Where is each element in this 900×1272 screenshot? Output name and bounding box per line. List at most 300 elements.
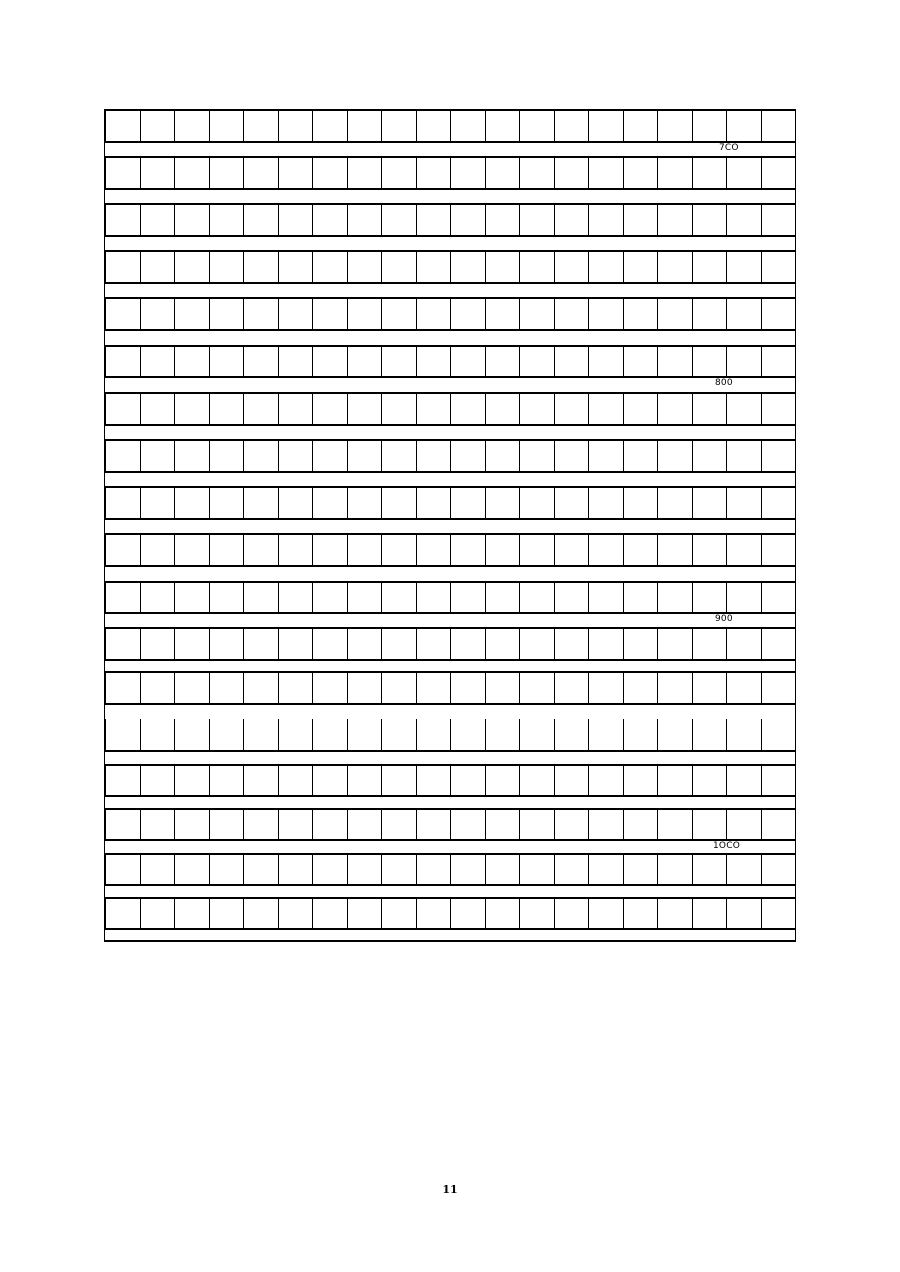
grid-cell — [244, 158, 279, 188]
row-spacer — [104, 703, 796, 719]
grid-cell — [727, 299, 762, 329]
grid-cell — [555, 488, 590, 518]
grid-cell — [244, 488, 279, 518]
grid-cell — [141, 252, 176, 282]
grid-cell — [520, 629, 555, 659]
grid-cell — [244, 205, 279, 235]
grid-cell — [244, 629, 279, 659]
grid-cell — [141, 719, 176, 750]
grid-cell — [417, 488, 452, 518]
grid-row — [104, 345, 796, 378]
grid-cell — [417, 205, 452, 235]
grid-cell — [382, 111, 417, 141]
grid-cell — [417, 158, 452, 188]
grid-cell — [141, 441, 176, 471]
grid-cell — [451, 299, 486, 329]
grid-cell — [141, 205, 176, 235]
grid-cell — [762, 488, 797, 518]
grid-cell — [106, 252, 141, 282]
grid-cell — [106, 673, 141, 703]
grid-row — [104, 853, 796, 886]
grid-cell — [693, 583, 728, 612]
grid-cell — [658, 441, 693, 471]
grid-cell — [658, 488, 693, 518]
grid-cell — [762, 719, 797, 750]
grid-cell — [175, 855, 210, 884]
grid-cell — [175, 810, 210, 839]
grid-cell — [244, 299, 279, 329]
grid-cell — [658, 299, 693, 329]
grid-cell — [451, 899, 486, 928]
grid-row — [104, 109, 796, 143]
grid-cell — [279, 111, 314, 141]
grid-cell — [451, 488, 486, 518]
grid-cell — [762, 347, 797, 376]
row-spacer — [104, 235, 796, 250]
grid-cell — [589, 855, 624, 884]
grid-cell — [555, 583, 590, 612]
grid-cell — [658, 583, 693, 612]
grid-cell — [693, 205, 728, 235]
grid-cell — [727, 488, 762, 518]
grid-cell — [244, 810, 279, 839]
grid-cell — [555, 899, 590, 928]
grid-cell — [210, 583, 245, 612]
grid-cell — [210, 488, 245, 518]
grid-cell — [175, 899, 210, 928]
grid-cell — [141, 810, 176, 839]
grid-cell — [762, 673, 797, 703]
grid-cell — [348, 629, 383, 659]
grid-cell — [313, 299, 348, 329]
grid-cell — [555, 629, 590, 659]
grid-cell — [382, 299, 417, 329]
grid-cell — [520, 855, 555, 884]
grid-cell — [693, 111, 728, 141]
grid-cell — [520, 394, 555, 424]
grid-cell — [279, 810, 314, 839]
grid-cell — [451, 252, 486, 282]
grid-cell — [693, 629, 728, 659]
grid-cell — [762, 810, 797, 839]
grid-cell — [451, 535, 486, 565]
grid-cell — [589, 899, 624, 928]
grid-cell — [175, 394, 210, 424]
grid-cell — [106, 899, 141, 928]
grid-cell — [589, 158, 624, 188]
grid-cell — [348, 855, 383, 884]
grid-cell — [451, 719, 486, 750]
grid-cell — [279, 158, 314, 188]
grid-cell — [382, 810, 417, 839]
grid-cell — [348, 205, 383, 235]
grid-cell — [520, 766, 555, 795]
grid-cell — [382, 719, 417, 750]
grid-cell — [624, 855, 659, 884]
grid-cell — [520, 719, 555, 750]
grid-cell — [727, 535, 762, 565]
grid-cell — [555, 111, 590, 141]
grid-cell — [693, 299, 728, 329]
grid-cell — [141, 347, 176, 376]
grid-cell — [555, 158, 590, 188]
grid-cell — [520, 899, 555, 928]
grid-cell — [486, 394, 521, 424]
grid-cell — [624, 299, 659, 329]
grid-cell — [417, 394, 452, 424]
grid-cell — [348, 299, 383, 329]
grid-cell — [382, 583, 417, 612]
grid-cell — [382, 252, 417, 282]
grid-cell — [106, 347, 141, 376]
row-spacer — [104, 612, 796, 627]
grid-cell — [658, 766, 693, 795]
grid-cell — [520, 535, 555, 565]
grid-cell — [589, 766, 624, 795]
grid-cell — [210, 719, 245, 750]
grid-cell — [451, 205, 486, 235]
grid-cell — [313, 158, 348, 188]
grid-cell — [451, 347, 486, 376]
grid-row — [104, 764, 796, 797]
grid-cell — [451, 673, 486, 703]
grid-cell — [279, 673, 314, 703]
grid-cell — [382, 205, 417, 235]
grid-cell — [451, 855, 486, 884]
grid-cell — [210, 810, 245, 839]
grid-cell — [313, 488, 348, 518]
grid-cell — [624, 629, 659, 659]
grid-cell — [417, 810, 452, 839]
grid-cell — [589, 111, 624, 141]
grid-cell — [279, 205, 314, 235]
grid-cell — [486, 583, 521, 612]
grid-cell — [451, 629, 486, 659]
grid-cell — [417, 766, 452, 795]
grid-cell — [279, 488, 314, 518]
grid-cell — [451, 394, 486, 424]
grid-cell — [658, 252, 693, 282]
grid-cell — [486, 810, 521, 839]
grid-cell — [348, 583, 383, 612]
grid-row — [104, 581, 796, 614]
grid-cell — [279, 766, 314, 795]
grid-cell — [658, 158, 693, 188]
grid-cell — [210, 252, 245, 282]
grid-cell — [210, 441, 245, 471]
grid-cell — [486, 347, 521, 376]
grid-cell — [175, 252, 210, 282]
grid-cell — [141, 535, 176, 565]
grid-cell — [589, 299, 624, 329]
grid-cell — [417, 629, 452, 659]
row-spacer — [104, 282, 796, 297]
grid-cell — [348, 441, 383, 471]
grid-cell — [348, 252, 383, 282]
grid-cell — [762, 299, 797, 329]
grid-cell — [486, 855, 521, 884]
grid-cell — [658, 111, 693, 141]
grid-cell — [175, 629, 210, 659]
grid-cell — [589, 488, 624, 518]
grid-cell — [348, 394, 383, 424]
grid-cell — [762, 629, 797, 659]
grid-cell — [106, 855, 141, 884]
grid-cell — [417, 299, 452, 329]
grid-cell — [624, 441, 659, 471]
grid-cell — [727, 158, 762, 188]
grid-cell — [451, 583, 486, 612]
grid-cell — [727, 673, 762, 703]
grid-cell — [589, 583, 624, 612]
grid-cell — [175, 111, 210, 141]
grid-cell — [693, 810, 728, 839]
grid-cell — [589, 629, 624, 659]
grid-cell — [624, 719, 659, 750]
row-spacer — [104, 750, 796, 764]
grid-cell — [313, 111, 348, 141]
grid-cell — [175, 719, 210, 750]
grid-cell — [313, 719, 348, 750]
grid-cell — [348, 766, 383, 795]
grid-cell — [727, 719, 762, 750]
grid-cell — [589, 441, 624, 471]
grid-cell — [210, 673, 245, 703]
grid-cell — [520, 158, 555, 188]
grid-cell — [520, 810, 555, 839]
grid-cell — [141, 766, 176, 795]
grid-cell — [417, 583, 452, 612]
grid-cell — [279, 899, 314, 928]
grid-cell — [520, 299, 555, 329]
grid-cell — [175, 673, 210, 703]
grid-cell — [348, 673, 383, 703]
grid-cell — [762, 583, 797, 612]
grid-row — [104, 439, 796, 473]
row-spacer — [104, 471, 796, 486]
grid-row — [104, 533, 796, 567]
grid-cell — [313, 673, 348, 703]
grid-cell — [727, 111, 762, 141]
grid-cell — [762, 441, 797, 471]
grid-cell — [244, 719, 279, 750]
grid-cell — [624, 158, 659, 188]
grid-cell — [486, 441, 521, 471]
grid-cell — [762, 158, 797, 188]
grid-cell — [175, 583, 210, 612]
grid-cell — [693, 252, 728, 282]
grid-cell — [727, 629, 762, 659]
grid-cell — [520, 205, 555, 235]
grid-cell — [106, 719, 141, 750]
grid-row — [104, 719, 796, 752]
grid-cell — [313, 535, 348, 565]
grid-cell — [141, 629, 176, 659]
grid-cell — [279, 347, 314, 376]
grid-cell — [348, 347, 383, 376]
grid-cell — [279, 252, 314, 282]
grid-cell — [624, 535, 659, 565]
grid-cell — [210, 766, 245, 795]
grid-cell — [210, 899, 245, 928]
grid-cell — [244, 673, 279, 703]
grid-cell — [106, 205, 141, 235]
grid-cell — [555, 673, 590, 703]
grid-cell — [175, 299, 210, 329]
grid-cell — [313, 252, 348, 282]
grid-cell — [417, 855, 452, 884]
grid-cell — [417, 252, 452, 282]
character-count-marker: 7CO — [719, 143, 739, 153]
grid-cell — [624, 488, 659, 518]
grid-cell — [106, 535, 141, 565]
grid-cell — [658, 899, 693, 928]
grid-cell — [175, 205, 210, 235]
grid-cell — [279, 855, 314, 884]
grid-cell — [624, 347, 659, 376]
grid-cell — [624, 766, 659, 795]
grid-cell — [555, 855, 590, 884]
grid-cell — [624, 899, 659, 928]
grid-cell — [693, 394, 728, 424]
grid-cell — [589, 535, 624, 565]
grid-cell — [210, 535, 245, 565]
row-spacer — [104, 839, 796, 853]
grid-cell — [175, 535, 210, 565]
grid-cell — [555, 719, 590, 750]
grid-cell — [279, 441, 314, 471]
grid-cell — [417, 535, 452, 565]
row-spacer — [104, 928, 796, 942]
grid-cell — [313, 441, 348, 471]
grid-cell — [382, 766, 417, 795]
grid-cell — [520, 673, 555, 703]
grid-cell — [210, 394, 245, 424]
grid-cell — [279, 629, 314, 659]
grid-cell — [486, 766, 521, 795]
grid-cell — [313, 347, 348, 376]
grid-cell — [624, 252, 659, 282]
grid-cell — [417, 719, 452, 750]
grid-cell — [624, 810, 659, 839]
grid-cell — [693, 347, 728, 376]
grid-cell — [555, 347, 590, 376]
grid-cell — [624, 205, 659, 235]
grid-cell — [693, 719, 728, 750]
grid-cell — [555, 299, 590, 329]
grid-cell — [727, 252, 762, 282]
grid-cell — [106, 441, 141, 471]
grid-cell — [141, 583, 176, 612]
grid-cell — [382, 629, 417, 659]
grid-cell — [382, 394, 417, 424]
grid-row — [104, 808, 796, 841]
grid-cell — [279, 719, 314, 750]
grid-cell — [348, 719, 383, 750]
row-spacer — [104, 141, 796, 156]
grid-cell — [244, 111, 279, 141]
grid-cell — [279, 535, 314, 565]
grid-cell — [658, 394, 693, 424]
grid-cell — [762, 205, 797, 235]
grid-row — [104, 486, 796, 520]
grid-cell — [589, 810, 624, 839]
grid-cell — [175, 766, 210, 795]
grid-cell — [762, 855, 797, 884]
grid-cell — [244, 899, 279, 928]
grid-cell — [348, 535, 383, 565]
grid-cell — [141, 488, 176, 518]
grid-cell — [382, 158, 417, 188]
grid-cell — [658, 629, 693, 659]
grid-cell — [727, 441, 762, 471]
grid-cell — [106, 766, 141, 795]
grid-cell — [141, 394, 176, 424]
grid-row — [104, 897, 796, 930]
grid-cell — [141, 299, 176, 329]
grid-cell — [693, 673, 728, 703]
grid-cell — [244, 347, 279, 376]
grid-cell — [658, 535, 693, 565]
grid-cell — [555, 394, 590, 424]
grid-cell — [244, 252, 279, 282]
grid-cell — [417, 441, 452, 471]
grid-cell — [106, 158, 141, 188]
grid-cell — [727, 766, 762, 795]
grid-cell — [486, 111, 521, 141]
grid-cell — [382, 347, 417, 376]
grid-cell — [762, 766, 797, 795]
grid-cell — [313, 394, 348, 424]
grid-cell — [486, 899, 521, 928]
grid-cell — [555, 810, 590, 839]
grid-cell — [313, 899, 348, 928]
grid-cell — [313, 205, 348, 235]
grid-cell — [382, 899, 417, 928]
grid-cell — [486, 535, 521, 565]
grid-cell — [210, 205, 245, 235]
grid-cell — [244, 441, 279, 471]
grid-row — [104, 156, 796, 190]
grid-cell — [486, 488, 521, 518]
grid-cell — [693, 158, 728, 188]
grid-cell — [555, 535, 590, 565]
grid-cell — [520, 583, 555, 612]
grid-cell — [624, 583, 659, 612]
grid-cell — [244, 855, 279, 884]
grid-cell — [555, 205, 590, 235]
grid-cell — [106, 488, 141, 518]
grid-cell — [658, 205, 693, 235]
grid-cell — [313, 766, 348, 795]
grid-cell — [175, 158, 210, 188]
grid-cell — [141, 899, 176, 928]
grid-cell — [210, 855, 245, 884]
row-spacer — [104, 424, 796, 439]
grid-cell — [175, 347, 210, 376]
grid-row — [104, 250, 796, 284]
grid-cell — [486, 158, 521, 188]
grid-cell — [727, 347, 762, 376]
grid-cell — [762, 535, 797, 565]
grid-cell — [417, 673, 452, 703]
grid-cell — [727, 899, 762, 928]
row-spacer — [104, 518, 796, 533]
grid-cell — [624, 111, 659, 141]
grid-cell — [520, 488, 555, 518]
grid-cell — [210, 111, 245, 141]
grid-cell — [106, 394, 141, 424]
